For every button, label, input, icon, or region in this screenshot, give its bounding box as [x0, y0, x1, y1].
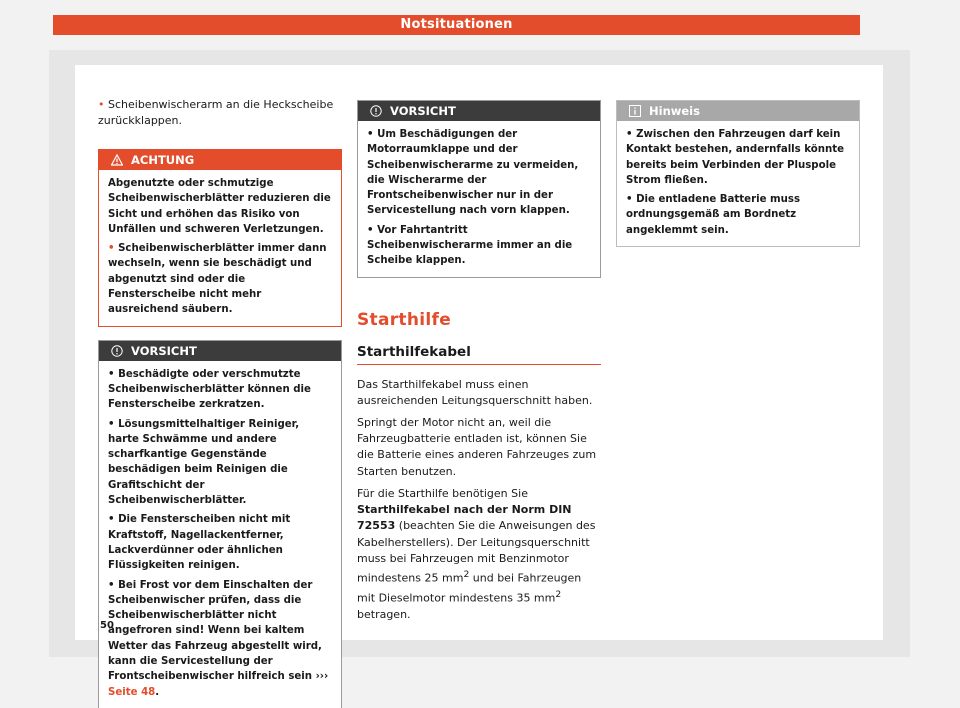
achtung-body	[99, 170, 341, 326]
hinweis-bullet	[626, 192, 850, 238]
page-number: 50	[100, 620, 114, 631]
vorsicht-bullet-text: Vor Fahrtantritt Scheibenwischerarme immer an die Scheibe klappen.	[367, 224, 573, 267]
hinweis-bullet-text: Die entladene Batterie muss ordnungsgemäß am Bordnetz angeklemmt sein.	[626, 194, 801, 236]
achtung-title: ACHTUNG	[131, 153, 195, 167]
sub-title: Starthilfekabel	[357, 344, 601, 365]
warning-triangle-icon	[111, 154, 123, 166]
page-reference-link[interactable]: Seite 48	[108, 686, 156, 698]
bullet-dot: •	[108, 579, 115, 591]
vorsicht-bullet	[367, 223, 591, 269]
achtung-para: Abgenutzte oder schmutzige Scheibenwischerblätter reduzieren die Sicht und erhöhen das Risiko von Unfällen und schweren Verletzungen.	[108, 178, 331, 235]
body-text	[357, 377, 601, 623]
vorsicht-header-left	[99, 341, 341, 361]
chapter-header: Notsituationen	[53, 15, 860, 35]
column-left	[98, 97, 342, 708]
hinweis-bullet	[626, 127, 850, 188]
bullet-dot: •	[98, 98, 105, 111]
achtung-bullet	[108, 241, 332, 317]
column-middle	[357, 100, 601, 629]
vorsicht-header-middle	[358, 101, 600, 121]
paragraph-text: und bei Fahrzeugen mit Dieselmotor mindestens 35 mm	[357, 571, 582, 605]
section-title: Starthilfe	[357, 309, 452, 330]
bullet-dot: •	[108, 243, 115, 255]
vorsicht-box-middle	[357, 100, 601, 278]
vorsicht-bullet	[108, 367, 332, 413]
vorsicht-bullet	[108, 512, 332, 573]
column-right	[616, 100, 860, 247]
intro-bullet	[98, 97, 342, 129]
hinweis-box	[616, 100, 860, 247]
paragraph: Springt der Motor nicht an, weil die Fahrzeugbatterie entladen ist, können Sie die Batterie eines anderen Fahrzeuges zum Starten benutzen.	[357, 416, 597, 478]
period: .	[155, 686, 160, 698]
caution-circle-icon	[370, 105, 382, 117]
superscript: 2	[463, 568, 470, 580]
bullet-dot: •	[108, 514, 115, 526]
achtung-bullet-text: Scheibenwischerblätter immer dann wechseln, wenn sie beschädigt und abgenutzt sind oder die Fensterscheibe nicht mehr ausreichend säubern.	[108, 243, 327, 316]
vorsicht-bullet-text: Die Fensterscheiben nicht mit Kraftstoff, Nagellackentferner, Lackverdünner oder ähnlichen Flüssigkeiten reinigen.	[108, 514, 291, 572]
paragraph-text: betragen.	[357, 607, 411, 621]
bullet-dot: •	[367, 224, 374, 236]
vorsicht-bullet-text: Um Beschädigungen der Motorraumklappe und der Scheibenwischerarme zu vermeiden, die Wischerarme der Frontscheibenwischer nur in der Servicestellung nach vorn klappen.	[367, 129, 579, 217]
vorsicht-bullet-text: Lösungsmittelhaltiger Reiniger, harte Schwämme und andere scharfkantige Gegenstände beschädigen beim Reinigen die Grafitschicht der Scheibenwischerblätter.	[108, 418, 300, 507]
bullet-dot: •	[108, 418, 115, 430]
hinweis-body	[617, 121, 859, 246]
bullet-dot: •	[367, 129, 374, 140]
paragraph	[357, 486, 601, 623]
vorsicht-bullet	[108, 578, 332, 700]
hinweis-title: Hinweis	[649, 104, 700, 118]
caution-circle-icon	[111, 345, 123, 357]
achtung-header	[99, 150, 341, 170]
vorsicht-body-middle	[358, 121, 600, 277]
paragraph-text: (beachten Sie die Anweisungen des Kabelherstellers). Der Leitungsquerschnitt muss bei Fahrzeugen mit Benzinmotor mindestens 25 mm	[357, 519, 596, 585]
info-icon	[629, 105, 641, 117]
vorsicht-title-left: VORSICHT	[131, 343, 197, 358]
paragraph: Das Starthilfekabel muss einen ausreichenden Leitungsquerschnitt haben.	[357, 377, 593, 407]
vorsicht-bullet	[108, 417, 332, 509]
paragraph-text: Für die Starthilfe benötigen Sie	[357, 486, 528, 500]
hinweis-header	[617, 101, 859, 121]
vorsicht-box-left	[98, 340, 342, 708]
vorsicht-bullet-text: Bei Frost vor dem Einschalten der Scheibenwischer prüfen, dass die Scheibenwischerblätter nicht angefroren sind! Wenn bei kaltem Wetter das Fahrzeug abgestellt wird, kann die Servicestellung der Frontscheibenwischer hilfreich sein	[108, 579, 322, 683]
vorsicht-bullet-text: Beschädigte oder verschmutzte Scheibenwischerblätter können die Fensterscheibe zerkratzen.	[108, 368, 311, 411]
hinweis-bullet-text: Zwischen den Fahrzeugen darf kein Kontakt bestehen, andernfalls könnte bereits beim Verbinden der Pluspole Strom fließen.	[626, 129, 845, 186]
vorsicht-title-middle: VORSICHT	[390, 104, 456, 118]
bullet-dot: •	[626, 129, 633, 140]
cable-norm: Starthilfekabel nach der Norm DIN 72553	[357, 503, 572, 533]
bullet-dot: •	[626, 194, 633, 206]
reference-arrows: ›››	[315, 671, 329, 683]
superscript: 2	[555, 588, 562, 600]
vorsicht-body-left	[99, 361, 341, 708]
intro-bullet-text: Scheibenwischerarm an die Heckscheibe zurückklappen.	[98, 98, 334, 127]
vorsicht-bullet	[367, 127, 591, 219]
bullet-dot: •	[108, 368, 115, 380]
achtung-box	[98, 149, 342, 327]
